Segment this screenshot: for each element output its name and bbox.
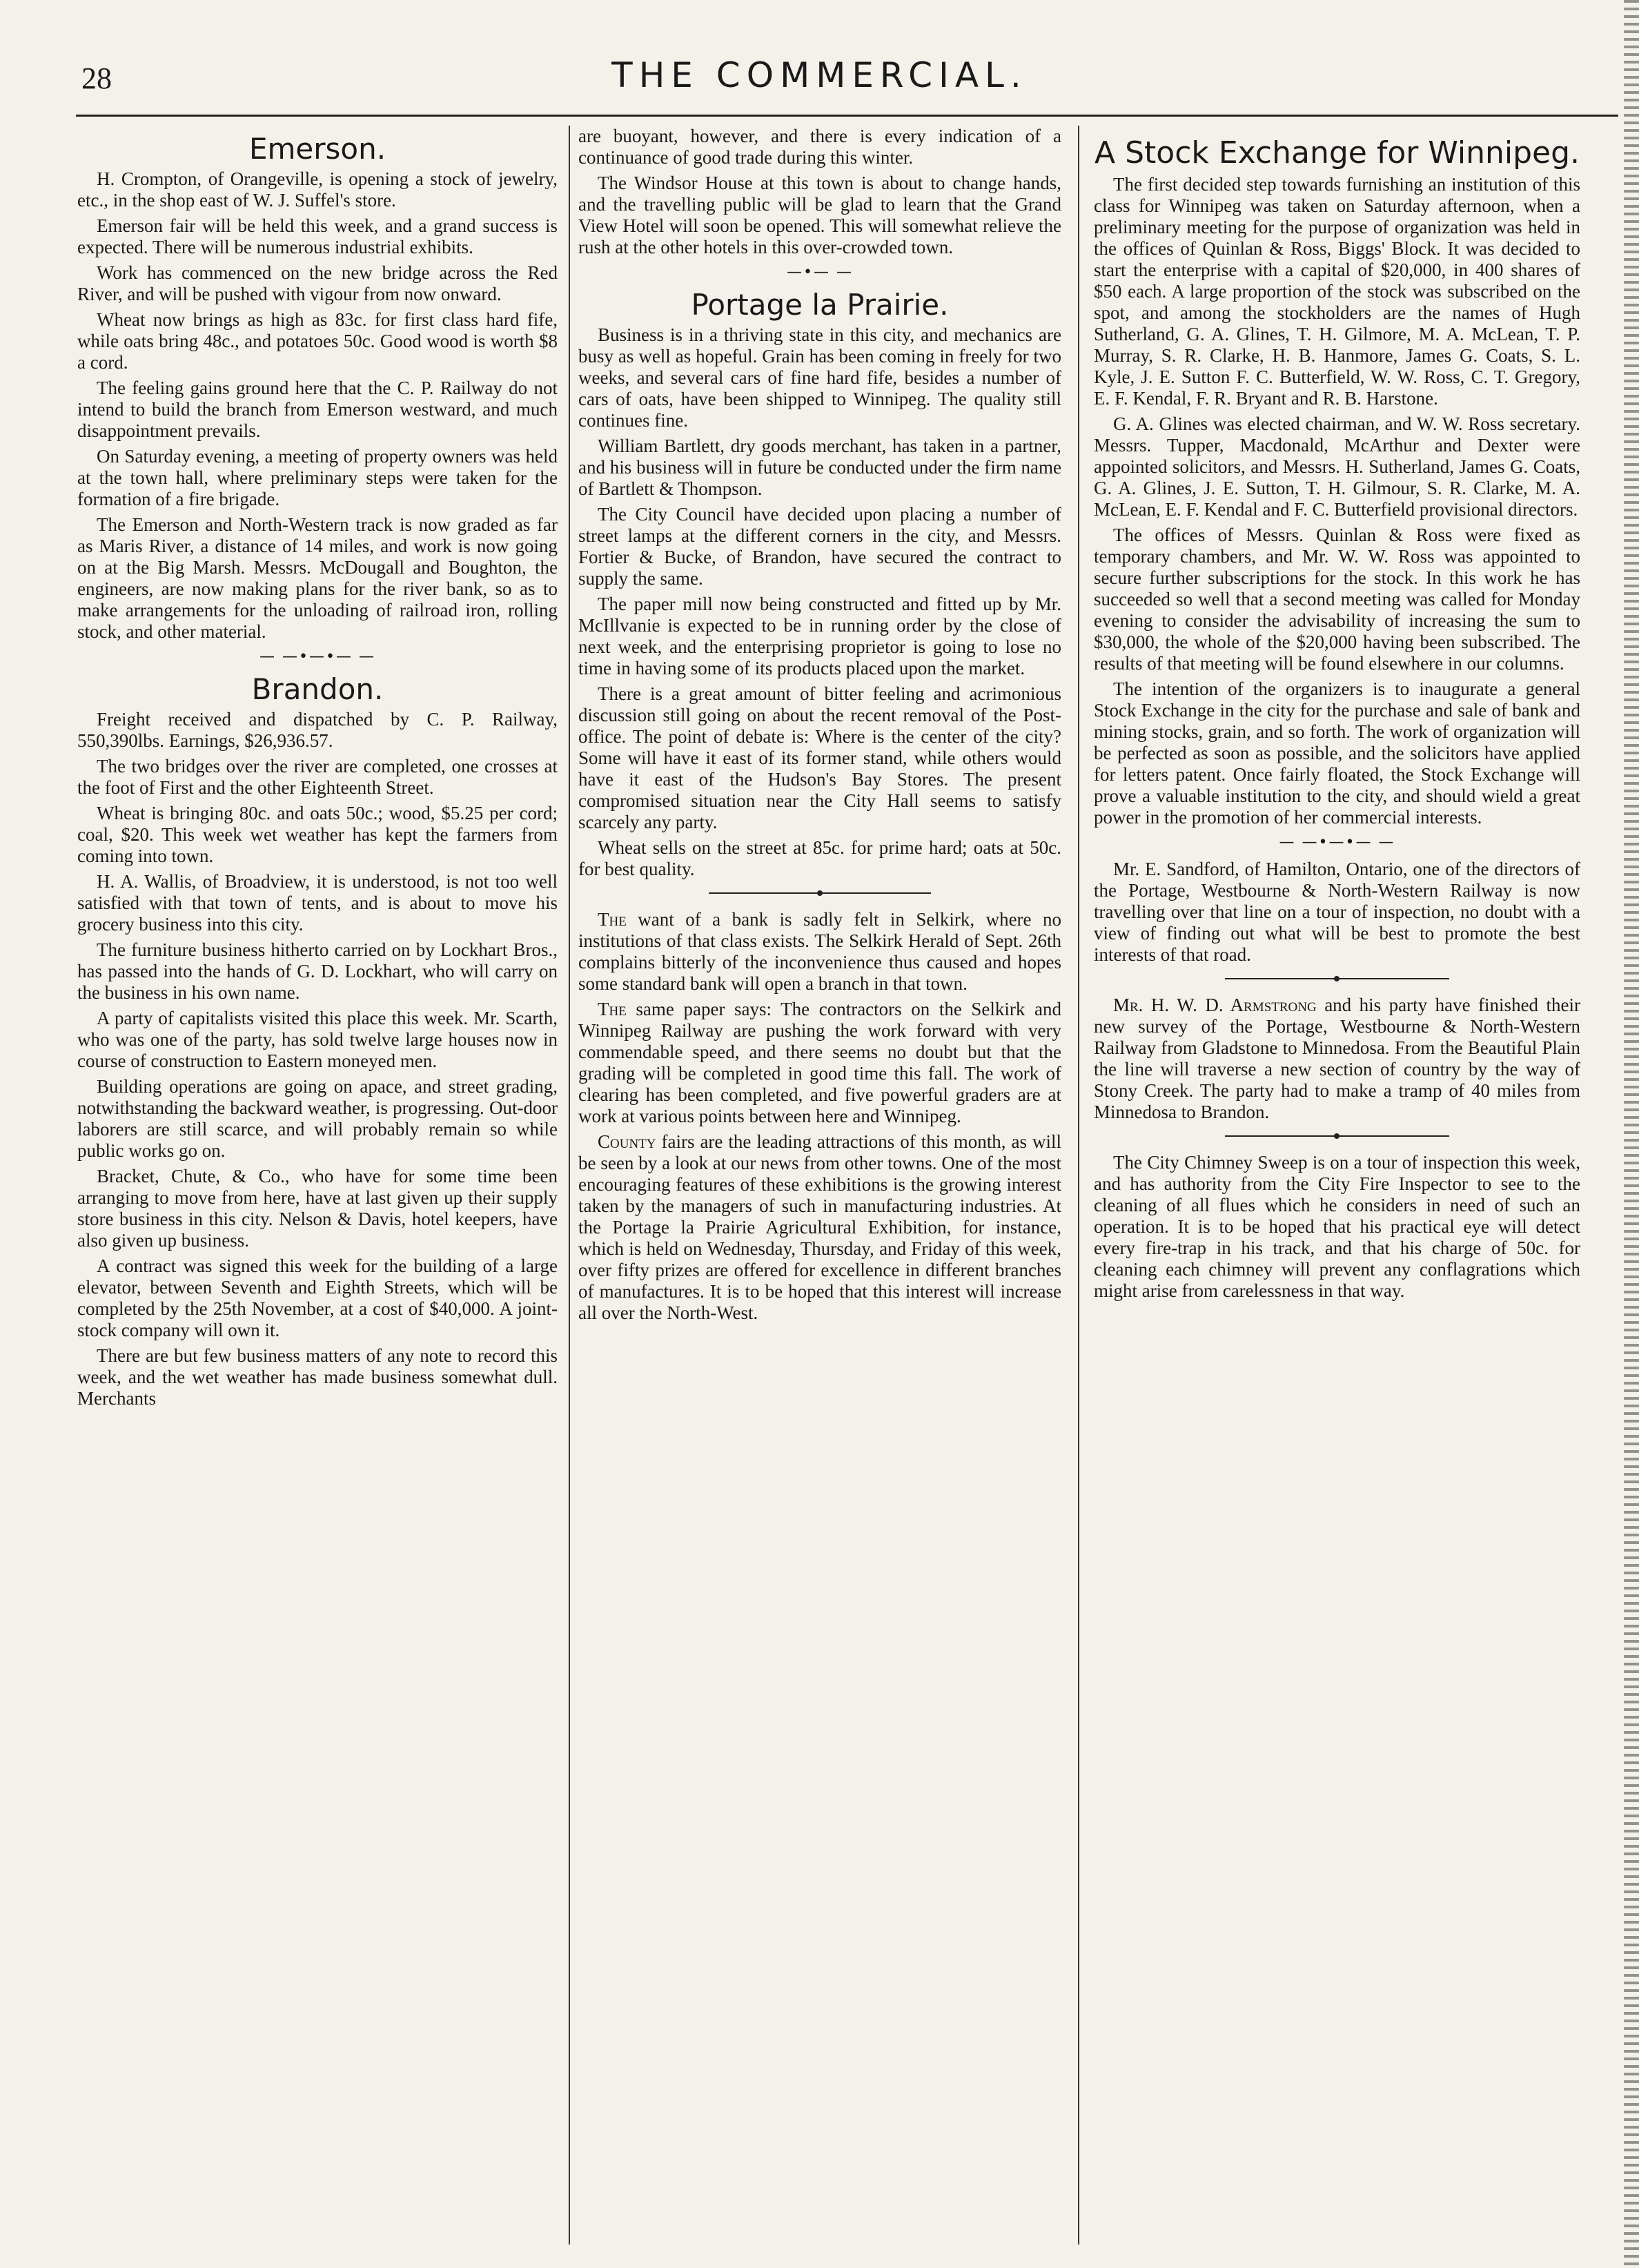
article-heading-stock-exchange: A Stock Exchange for Winnipeg. [1095,135,1580,170]
paragraph: Wheat now brings as high as 83c. for first class hard fife, while oats bring 48c., and potatoes 50c. Good wood is worth $8 a cord. [77,309,558,373]
paragraph: The paper mill now being constructed and fitted up by Mr. McIllvanie is expected to be in running order by the close of next week, and the enterprising proprietor is going to lose no time in having some of its products placed upon the market. [578,594,1061,678]
lead-in: The [598,909,627,930]
section-separator: — —•—•— — [259,648,375,665]
paragraph: H. A. Wallis, of Broadview, it is understood, is not too well satisfied with that town of tents, and is about to move his grocery business into this city. [77,871,558,935]
paragraph: The Emerson and North-Western track is now graded as far as Maris River, a distance of 14 miles, and work is now going on at the Big Marsh. Messrs. McDougall and Boughton, the engineers, are now making plans for the river bank, so as to make arrangements for the unloading of railroad iron, rolling stock, and other material. [77,514,558,642]
paragraph: A contract was signed this week for the building of a large elevator, between Seventh and Eighth Streets, which will be completed by the 25th November, at a cost of $40,000. A joint-stock company will own it. [77,1255,558,1340]
column-divider [569,126,570,2245]
lead-in: Mr. H. W. D. Armstrong [1113,995,1317,1015]
section-separator: —•— — [787,264,853,281]
paragraph: There are but few business matters of any note to record this week, and the wet weather has made business somewhat dull. Merchants [77,1345,558,1409]
paragraph: G. A. Glines was elected chairman, and W. W. Ross secretary. Messrs. Tupper, Macdonald, McArthur and Dexter were appointed solicitors, and Messrs. H. Sutherland, James G. Coats, G. A. Glines, J. E. Sutton, T. H. Gilmour, S. R. Clarke, M. A. McLean, E. F. Kendal and F. C. Butterfield provisional directors. [1094,413,1580,520]
paragraph: Bracket, Chute, & Co., who have for some time been arranging to move from here, have at last given up their supply store business in this city. Nelson & Davis, hotel keepers, have also given up business. [77,1166,558,1251]
paragraph: On Saturday evening, a meeting of property owners was held at the town hall, where preliminary steps were taken for the formation of a fire brigade. [77,446,558,509]
paragraph-sandford: Mr. E. Sandford, of Hamilton, Ontario, one of the directors of the Portage, Westbourne & North-Western Railway is now travelling over that line on a tour of inspection, no doubt with a view of finding out what will be best to promote the best interests of that road. [1094,859,1580,965]
column-middle [578,126,1061,2251]
paragraph: Freight received and dispatched by C. P. Railway, 550,390lbs. Earnings, $26,936.57. [77,709,558,751]
paragraph-county-fairs [578,1131,1061,1324]
paragraph-text: same paper says: The contractors on the Selkirk and Winnipeg Railway are pushing the work forward with very commendable speed, and there seems no doubt but that the grading will be completed in good time this fall. The work of clearing has been completed, and five powerful graders are at work at various points between here and Winnipeg. [578,999,1061,1126]
paragraph: The City Council have decided upon placing a number of street lamps at the different corners in the city, and Messrs. Fortier & Bucke, of Brandon, have secured the contract to supply the same. [578,504,1061,589]
paragraph: William Bartlett, dry goods merchant, has taken in a partner, and his business will in future be conducted under the firm name of Bartlett & Thompson. [578,436,1061,499]
paragraph: Wheat sells on the street at 85c. for prime hard; oats at 50c. for best quality. [578,837,1061,879]
article-heading-brandon: Brandon. [251,672,384,706]
paragraph: Wheat is bringing 80c. and oats 50c.; wood, $5.25 per cord; coal, $20. This week wet weather has kept the farmers from coming into town. [77,803,558,866]
section-separator [1225,978,1449,979]
article-heading-emerson: Emerson. [248,132,386,166]
paragraph: The first decided step towards furnishing an institution of this class for Winnipeg was taken on Saturday afternoon, when a preliminary meeting for the purpose of organization was held in the offices of Quinlan & Ross, Biggs' Block. It was decided to start the enterprise with a capital of $20,000, in 400 shares of $50 each. A large proportion of the stock was subscribed on the spot, and among the stockholders are the names of Hugh Sutherland, G. A. Glines, T. H. Gilmore, M. A. McLean, T. P. Murray, S. R. Clarke, H. B. Hanmore, James G. Coats, S. L. Kyle, J. E. Sutton F. C. Butterfield, W. W. Ross, C. T. Gregory, E. F. Kendal, F. R. Bryant and R. B. Harstone. [1094,174,1580,409]
page-edge [1624,0,1639,2268]
article-heading-portage: Portage la Prairie. [691,288,949,322]
paragraph-armstrong [1094,995,1580,1123]
column-left [77,126,558,2251]
column-divider [1078,126,1079,2245]
paragraph: The offices of Messrs. Quinlan & Ross were fixed as temporary chambers, and Mr. W. W. Ross was appointed to secure further subscriptions for the stock. In this work he has succeeded so well that a second meeting was called for Monday evening to consider the advisability of increasing the sum to $30,000, the whole of the $20,000 having been subscribed. The results of that meeting will be found elsewhere in our columns. [1094,525,1580,674]
paragraph: The Windsor House at this town is about to change hands, and the travelling public will be glad to learn that the Grand View Hotel will soon be opened. This will somewhat relieve the rush at the other hotels in this over-crowded town. [578,173,1061,257]
paragraph: The two bridges over the river are completed, one crosses at the foot of First and the other Eighteenth Street. [77,756,558,798]
paragraph: The intention of the organizers is to inaugurate a general Stock Exchange in the city for the purchase and sale of bank and mining stocks, grain, and so forth. The work of organization will be perfected as soon as possible, and the solicitors have applied for letters patent. Once fairly floated, the Stock Exchange will prove a valuable institution to the city, and should wield a great power in the promotion of her commercial interests. [1094,678,1580,828]
paragraph-text: want of a bank is sadly felt in Selkirk, where no institutions of that class exists. The Selkirk Herald of Sept. 26th complains bitterly of the inconvenience thus caused and hopes some standard bank will open a branch in that town. [578,909,1061,994]
section-separator [709,892,931,894]
paragraph: A party of capitalists visited this place this week. Mr. Scarth, who was one of the party, has sold twelve large houses now in course of construction to Eastern moneyed men. [77,1008,558,1071]
paragraph: The furniture business hitherto carried on by Lockhart Bros., has passed into the hands of G. D. Lockhart, who will carry on the business in his own name. [77,939,558,1003]
paragraph: are buoyant, however, and there is every indication of a continuance of good trade during this winter. [578,126,1061,168]
paragraph: Business is in a thriving state in this city, and mechanics are busy as well as hopeful. Grain has been coming in freely for two weeks, and several cars of fine hard fife, besides a number of cars of oats, have been shipped to Winnipeg. The quality still continues fine. [578,324,1061,431]
section-separator: — —•—•— — [1279,834,1395,851]
paragraph: H. Crompton, of Orangeville, is opening a stock of jewelry, etc., in the shop east of W. J. Suffel's store. [77,168,558,211]
paragraph: There is a great amount of bitter feeling and acrimonious discussion still going on about the recent removal of the Post-office. The point of debate is: Where is the center of the city? Some will have it east of its former stand, while others would have it east of the Hudson's Bay Stores. The present compromised situation near the City Hall seems to satisfy scarcely any party. [578,683,1061,832]
paragraph: Work has commenced on the new bridge across the Red River, and will be pushed with vigour from now onward. [77,262,558,304]
paragraph-text: fairs are the leading attractions of this month, as will be seen by a look at our news from other towns. One of the most encouraging features of these exhibitions is the growing interest taken by the managers of such in manufacturing industries. At the Portage la Prairie Agricultural Exhibition, for instance, which is held on Wednesday, Thursday, and Friday of this week, over fifty prizes are offered for excellence in different branches of manufactures. It is to be hoped that this interest will increase all over the North-West. [578,1131,1061,1323]
section-separator [1225,1135,1449,1137]
lead-in: County [598,1131,656,1152]
page-header [0,0,1639,117]
paragraph-text: and his party have finished their new survey of the Portage, Westbourne & North-Western Railway from Gladstone to Minnedosa. From the Beautiful Plain the line will traverse a new section of country by the way of Stony Creek. The party had to make a tramp of 40 miles from Minnedosa to Brandon. [1094,995,1580,1122]
page-number: 28 [81,61,112,95]
lead-in: The [598,999,627,1019]
paragraph: Emerson fair will be held this week, and a grand success is expected. There will be numerous industrial exhibits. [77,215,558,257]
masthead: THE COMMERCIAL. [611,55,1028,95]
paragraph-selkirk-railway [578,999,1061,1127]
paragraph-chimney-sweep: The City Chimney Sweep is on a tour of inspection this week, and has authority from the City Fire Inspector to see to the cleaning of all flues which he considers in need of such an operation. It is to be hoped that his practical eye will detect every fire-trap in his track, and that his charge of 50c. for cleaning each chimney will prevent any conflagrations which might arise from carelessness in that way. [1094,1152,1580,1301]
paragraph-selkirk-bank [578,909,1061,995]
paragraph: Building operations are going on apace, and street grading, notwithstanding the backward weather, is progressing. Out-door laborers are still scarce, and will probably remain so while public works go on. [77,1076,558,1161]
paragraph: The feeling gains ground here that the C. P. Railway do not intend to build the branch from Emerson westward, and much disappointment prevails. [77,378,558,441]
column-right [1094,126,1580,2251]
header-rule [76,115,1618,117]
